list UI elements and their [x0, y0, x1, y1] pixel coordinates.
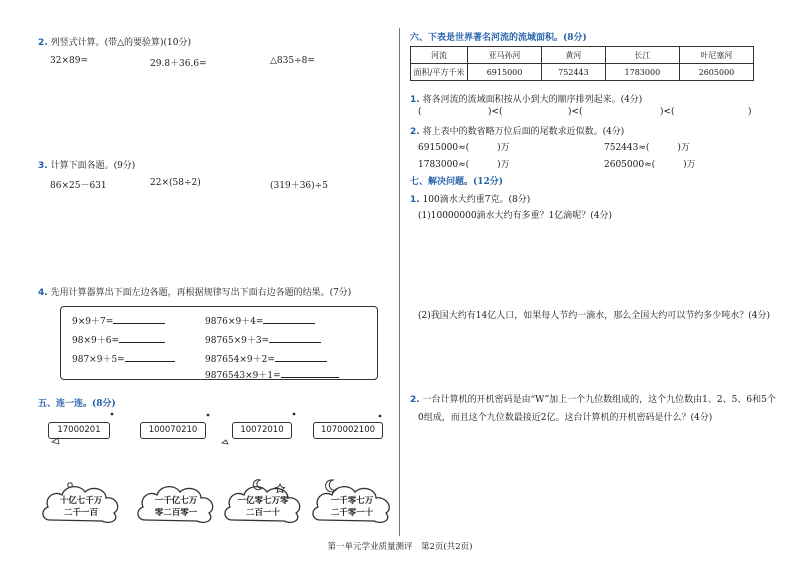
- number-tag[interactable]: 10072010: [232, 422, 292, 439]
- q4-left-item-2: 98×9＋6=: [72, 333, 165, 346]
- cloud-line-2: 二千零一十: [330, 508, 374, 518]
- table-header-row: [411, 47, 754, 64]
- number-tag[interactable]: 100070210: [140, 422, 206, 439]
- cloud-line-1: 一千零七万: [330, 496, 374, 506]
- answer-blank[interactable]: [281, 368, 339, 378]
- page-footer: 第一单元学业质量测评 第2页(共2页): [327, 542, 473, 552]
- number-tag[interactable]: 17000201: [48, 422, 110, 439]
- order-paren: (: [418, 107, 422, 117]
- q7-1-heading: [410, 192, 530, 205]
- number-tag[interactable]: 1070002100: [313, 422, 383, 439]
- cloud-line-1: 一千亿七万: [154, 496, 198, 506]
- q4-left-item-1: 9×9＋7=: [72, 314, 165, 327]
- table-cell: 6915000: [468, 64, 542, 81]
- cloud-line-2: 二百一十: [245, 508, 280, 518]
- q7-1-text: 100滴水大约重7克。(8分): [422, 195, 531, 205]
- q3-item-2: 22×(58÷2): [150, 178, 201, 188]
- cloud-word-2[interactable]: [135, 480, 217, 526]
- q4-right-item-4: 9876543×9＋1=: [205, 368, 339, 381]
- cloud-line-2: 二千一百: [63, 508, 98, 518]
- s6-heading: 六、下表是世界著名河流的流域面积。(8分): [410, 33, 587, 43]
- order-paren: )<(: [660, 107, 675, 117]
- table-row-label: 面积/平方千米: [411, 64, 468, 81]
- table-cell: 1783000: [605, 64, 679, 81]
- column-divider: [399, 28, 400, 536]
- q4-right-item-1: 9876×9＋4=: [205, 314, 315, 327]
- answer-blank[interactable]: [119, 333, 165, 343]
- table-header-cell: 叶尼塞河: [679, 47, 753, 64]
- q5-heading: 五、连一连。(8分): [38, 399, 116, 409]
- q2-heading: [38, 35, 191, 48]
- table-header-cell: 河流: [411, 47, 468, 64]
- q7-2-heading: [410, 392, 776, 405]
- table-cell: 752443: [542, 64, 606, 81]
- q4-right-item-2: 98765×9＋3=: [205, 333, 321, 346]
- answer-blank[interactable]: [275, 352, 327, 362]
- table-cell: 2605000: [679, 64, 753, 81]
- q7-2-line1: 一台计算机的开机密码是由“W”加上一个九位数组成的，这个九位数由1、2、5、6和5个: [422, 395, 776, 405]
- q3-item-3: (319＋36)÷5: [270, 181, 328, 191]
- q7-2-line2: 0组成，而且这个九位数最接近2亿。这台计算机的开机密码是什么？(4分): [418, 413, 713, 423]
- table-header-cell: 长江: [605, 47, 679, 64]
- cloud-word-3[interactable]: [222, 478, 304, 526]
- order-paren: )<(: [488, 107, 503, 117]
- q4-left-item-3: 987×9＋5=: [72, 352, 175, 365]
- q4-number: 4.: [38, 288, 48, 298]
- q2-item-3: △835÷8=: [270, 56, 315, 66]
- q7-1-number: 1.: [410, 195, 420, 205]
- cloud-word-1[interactable]: [40, 480, 122, 526]
- approx-item-3: 1783000≈( )万: [418, 160, 510, 170]
- q6-1-number: 1.: [410, 95, 420, 105]
- q3-heading: [38, 158, 135, 171]
- q2-number: 2.: [38, 38, 48, 48]
- q6-2-heading: [410, 124, 624, 137]
- cloud-word-4[interactable]: [310, 478, 394, 526]
- q2-item-2: 29.8＋36.6=: [150, 59, 207, 69]
- s7-heading: 七、解决问题。(12分): [410, 177, 504, 187]
- q6-2-number: 2.: [410, 127, 420, 137]
- answer-blank[interactable]: [269, 333, 321, 343]
- q4-right-item-3: 987654×9＋2=: [205, 352, 327, 365]
- approx-item-2: 752443≈( )万: [604, 143, 690, 153]
- answer-blank[interactable]: [125, 352, 175, 362]
- q6-1-text: 将各河流的流域面积按从小到大的顺序排列起来。(4分): [422, 95, 643, 105]
- q2-text: 列竖式计算。(带△的要验算)(10分): [50, 38, 191, 48]
- cloud-line-1: 十亿七千万: [59, 496, 103, 506]
- q6-2-text: 将上表中的数省略万位后面的尾数求近似数。(4分): [422, 127, 625, 137]
- q3-item-1: 86×25－631: [50, 181, 107, 191]
- q6-1-heading: [410, 92, 642, 105]
- answer-blank[interactable]: [113, 314, 165, 324]
- order-paren: )<(: [568, 107, 583, 117]
- order-paren: ): [748, 107, 752, 117]
- q4-text: 先用计算器算出下面左边各题，再根据规律写出下面右边各题的结果。(7分): [50, 288, 352, 298]
- approx-item-1: 6915000≈( )万: [418, 143, 510, 153]
- q3-number: 3.: [38, 161, 48, 171]
- cloud-line-2: 零二百零一: [154, 508, 198, 518]
- q3-text: 计算下面各题。(9分): [50, 161, 136, 171]
- q7-2-number: 2.: [410, 395, 420, 405]
- table-row: [411, 64, 754, 81]
- river-table: [410, 46, 754, 81]
- cloud-line-1: 一亿零七万零: [237, 496, 289, 506]
- answer-blank[interactable]: [263, 314, 315, 324]
- q4-heading: [38, 285, 351, 298]
- table-header-cell: 黄河: [542, 47, 606, 64]
- approx-item-4: 2605000≈( )万: [604, 160, 696, 170]
- q2-item-1: 32×89=: [50, 56, 88, 66]
- q7-1-sub2: (2)我国大约有14亿人口，如果每人节约一滴水，那么全国大约可以节约多少吨水？(4分): [418, 311, 770, 321]
- q7-1-sub1: (1)10000000滴水大约有多重？1亿滴呢？(4分): [418, 211, 613, 221]
- decor-marks: [0, 410, 400, 450]
- table-header-cell: 亚马孙河: [468, 47, 542, 64]
